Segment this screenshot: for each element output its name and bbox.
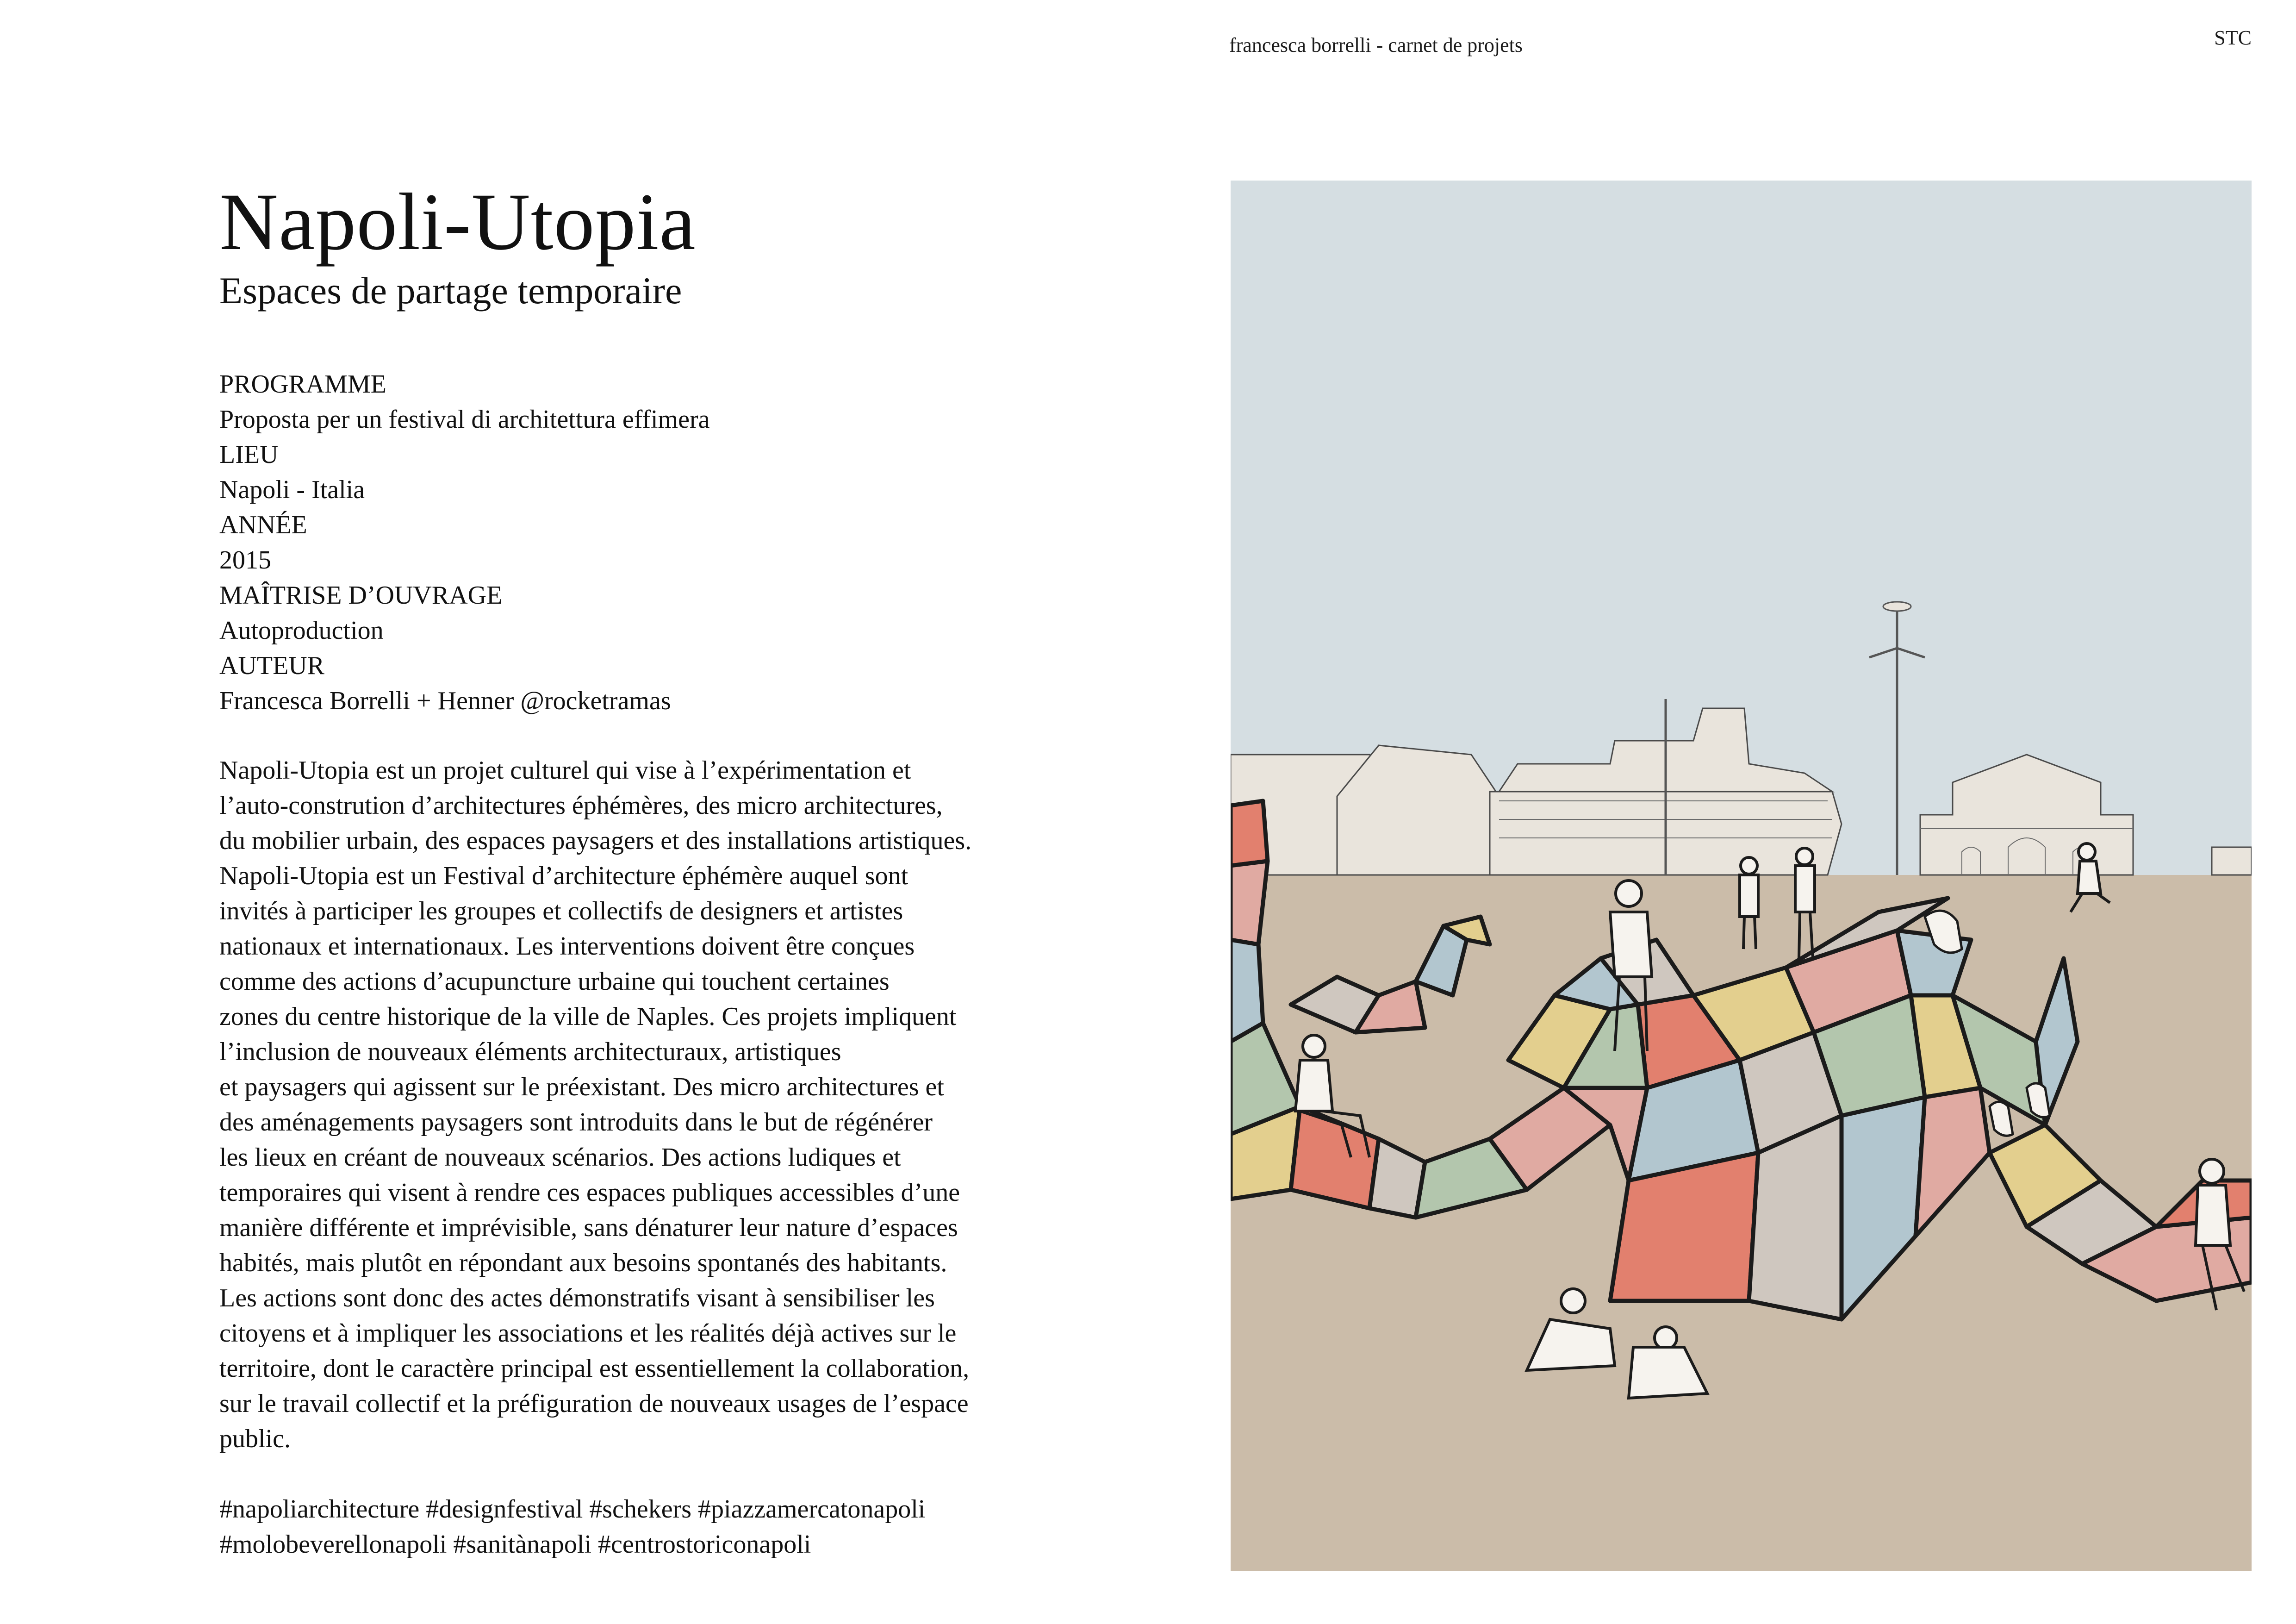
description-line: Napoli-Utopia est un Festival d’architecture éphémère auquel sont [219,862,908,890]
meta-label-lieu: LIEU [219,440,279,469]
person-head [1561,1289,1585,1313]
description-line: territoire, dont le caractère principal est essentiellement la collaboration, [219,1354,970,1383]
description-line: et paysagers qui agissent sur le préexistant. Des micro architectures et [219,1073,944,1101]
description-line: du mobilier urbain, des espaces paysagers et des installations artistiques. [219,826,972,855]
person-body [1795,866,1815,912]
hashtag-line: #napoliarchitecture #designfestival #schekers #piazzamercatonapoli [219,1495,926,1524]
description-line: sur le travail collectif et la préfiguration de nouveaux usages de l’espace [219,1389,969,1418]
description-line: temporaires qui visent à rendre ces espaces publiques accessibles d’une [219,1178,960,1207]
person-head [1303,1035,1325,1057]
meta-value-lieu: Napoli - Italia [219,475,365,504]
project-illustration [1231,181,2252,1571]
meta-label-programme: PROGRAMME [219,370,386,399]
person-head [1741,857,1757,874]
person-body [1610,912,1652,977]
person-body [1295,1060,1332,1111]
person-head [2078,843,2095,860]
description-line: Napoli-Utopia est un projet culturel qui vise à l’expérimentation et [219,756,911,785]
person-head [1616,881,1642,906]
lamp-head [1883,602,1911,611]
description-line: les lieux en créant de nouveaux scénarios. Des actions ludiques et [219,1143,901,1172]
meta-label-auteur: AUTEUR [219,651,325,680]
description-line: manière différente et imprévisible, sans dénaturer leur nature d’espaces [219,1213,958,1242]
person-head [2200,1159,2224,1183]
description-line: nationaux et internationaux. Les interventions doivent être conçues [219,932,915,961]
description-line: l’auto-constrution d’architectures éphémères, des micro architectures, [219,791,943,820]
project-description [219,753,1145,1456]
running-header: francesca borrelli - carnet de projets [1229,34,1523,56]
description-line: zones du centre historique de la ville de Naples. Ces projets impliquent [219,1002,957,1031]
person-head [1796,848,1813,865]
description-line: des aménagements paysagers sont introduits dans le but de régénérer [219,1108,933,1137]
project-title: Napoli-Utopia [219,177,696,267]
illustration-canvas [1231,181,2252,1571]
description-line: l’inclusion de nouveaux éléments architecturaux, artistiques [219,1037,841,1066]
description-line: Les actions sont donc des actes démonstratifs visant à sensibiliser les [219,1284,935,1312]
page-code: STC [2214,26,2252,49]
description-line: invités à participer les groupes et collectifs de designers et artistes [219,897,903,925]
description-line: comme des actions d’acupuncture urbaine qui touchent certaines [219,967,890,996]
description-line: public. [219,1424,291,1453]
meta-value-programme: Proposta per un festival di architettura effimera [219,405,710,434]
meta-value-maitrise: Autoproduction [219,616,384,645]
person-body [1740,875,1758,917]
facet [1231,801,1268,866]
meta-value-auteur: Francesca Borrelli + Henner @rocketramas [219,687,671,715]
description-line: habités, mais plutôt en répondant aux besoins spontanés des habitants. [219,1249,947,1277]
project-hashtags [219,1492,1145,1562]
person-body [2196,1185,2230,1245]
description-line: citoyens et à impliquer les associations et les réalités déjà actives sur le [219,1319,957,1348]
project-text-column [219,176,1145,1562]
project-metadata [219,367,1145,718]
hashtag-line: #molobeverellonapoli #sanitànapoli #centrostoriconapoli [219,1530,811,1559]
project-subtitle: Espaces de partage temporaire [219,269,682,312]
person-head [1655,1327,1677,1349]
meta-label-maitrise: MAÎTRISE D’OUVRAGE [219,581,503,610]
person-body [2078,861,2101,893]
meta-label-annee: ANNÉE [219,511,307,539]
right-building [2212,847,2252,875]
meta-value-annee: 2015 [219,546,271,575]
